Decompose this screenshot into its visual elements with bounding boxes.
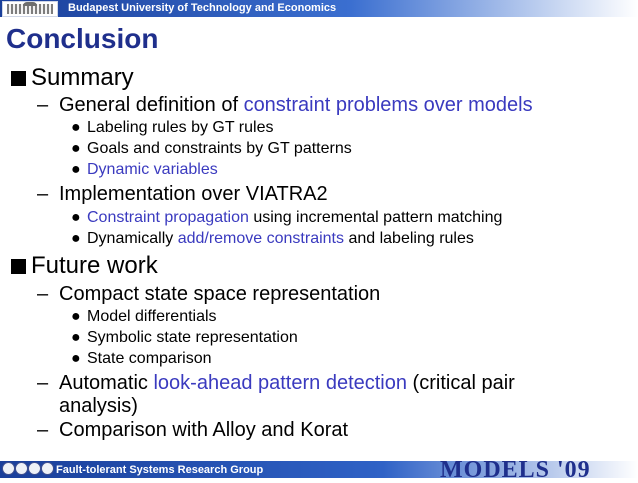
- future-item-lookahead: Automatic look-ahead pattern detection (critical pair: [59, 372, 515, 394]
- group-logo-icon: [15, 462, 28, 475]
- summary-item-implementation: Implementation over VIATRA2: [59, 183, 328, 205]
- research-group-name: Fault-tolerant Systems Research Group: [56, 464, 264, 476]
- summary-subitem: Dynamically add/remove constraints and labeling rules: [87, 230, 474, 247]
- future-subitem: State comparison: [87, 350, 212, 367]
- conference-name: MODELS '09: [440, 457, 591, 483]
- dot-bullet-icon: ●: [71, 230, 81, 247]
- dot-bullet-icon: ●: [71, 329, 81, 346]
- future-item-compact: Compact state space representation: [59, 283, 381, 305]
- dash-bullet-icon: –: [37, 419, 49, 441]
- dash-bullet-icon: –: [37, 94, 49, 116]
- summary-item-definition: General definition of constraint problems over models: [59, 94, 533, 116]
- dot-bullet-icon: ●: [71, 119, 81, 136]
- future-item-comparison: Comparison with Alloy and Korat: [59, 419, 349, 441]
- institution-name: Budapest University of Technology and Economics: [68, 2, 337, 14]
- square-bullet-icon: [11, 71, 26, 86]
- summary-subitem: Dynamic variables: [87, 161, 218, 178]
- future-subitem: Symbolic state representation: [87, 329, 298, 346]
- dome-icon: [23, 2, 37, 6]
- group-logo-icon: [41, 462, 54, 475]
- dot-bullet-icon: ●: [71, 350, 81, 367]
- dash-bullet-icon: –: [37, 183, 49, 205]
- future-subitem: Model differentials: [87, 308, 217, 325]
- dash-bullet-icon: –: [37, 283, 49, 305]
- dot-bullet-icon: ●: [71, 308, 81, 325]
- future-item-lookahead-continuation: analysis): [59, 395, 138, 417]
- dot-bullet-icon: ●: [71, 140, 81, 157]
- summary-subitem: Goals and constraints by GT patterns: [87, 140, 352, 157]
- square-bullet-icon: [11, 259, 26, 274]
- summary-subitem: Constraint propagation using incremental pattern matching: [87, 209, 503, 226]
- slide-title: Conclusion: [6, 23, 159, 54]
- group-logo-icon: [28, 462, 41, 475]
- dot-bullet-icon: ●: [71, 209, 81, 226]
- summary-subitem: Labeling rules by GT rules: [87, 119, 274, 136]
- summary-heading: Summary: [31, 64, 134, 91]
- group-logo-icon: [2, 462, 15, 475]
- dot-bullet-icon: ●: [71, 161, 81, 178]
- dash-bullet-icon: –: [37, 372, 49, 394]
- future-work-heading: Future work: [31, 252, 158, 279]
- university-logo: [2, 1, 58, 17]
